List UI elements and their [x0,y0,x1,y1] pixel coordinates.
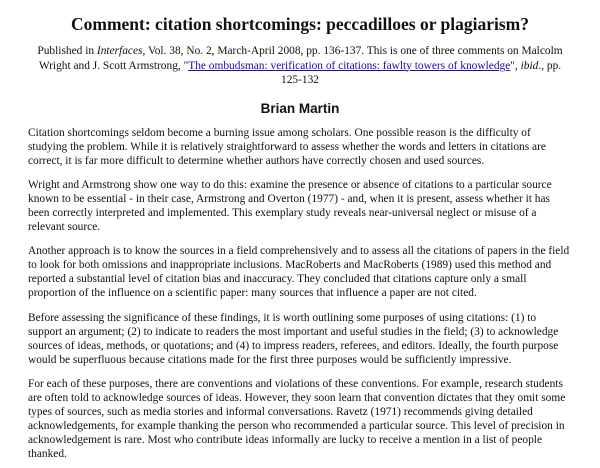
page-title: Comment: citation shortcomings: peccadilloes or plagiarism? [70,14,530,34]
body-paragraph: Wright and Armstrong show one way to do this: examine the presence or absence of citations to a particular source known to be essential - in their case, Armstrong and Overton (1977) - and, when it is present, assess whether it has been correctly interpreted and implemented. This exemplary study reveals near-universal neglect or misuse of a relevant source. [28,178,552,234]
journal-name: Interfaces [96,45,143,57]
source-article-link[interactable]: The ombudsman: verification of citations: fawlty towers of knowledge [188,59,511,72]
body-paragraph: Another approach is to know the sources in a field comprehensively and to assess all the citations of papers in the field to look for both omissions and inappropriate inclusions. MacRoberts and MacRoberts (1989) used this method and reported a substantial level of citation bias and inaccuracy. They concluded that citations capture only a small proportion of the influence on a scientific paper: many sources that influence a paper are not cited. [28,245,570,300]
body-paragraph: Citation shortcomings seldom become a burning issue among scholars. One possible reason is the difficulty of studying the problem. While it is relatively straightforward to assess whether the words and letters in citations are correct, it is far more difficult to determine whether authors have correctly chosen and used sources. [28,126,546,167]
pub-after-link: ", [510,59,521,72]
body-paragraph: For each of these purposes, there are conventions and violations of these conventions. For example, research students are often told to acknowledge sources of ideas. However, they soon learn that convention dictates that they omit some types of sources, such as media stories and informal conversations. Ravetz (1971) recommends giving detailed acknowledgements, for example thanking the person who recommended a particular source. This level of precision in acknowledgement is rare. Most who contribute ideas informally are lucky to receive a mention in a list of people thanked. [28,377,566,461]
publication-info [36,44,564,88]
pub-details: , Vol. 38, No. 2, March-April 2008, pp. 136-137. This is one of three comments on Malcolm Wright and J. Scott Armstrong, " [38,45,563,72]
pub-pages: ., pp. 125-132 [281,59,562,86]
body-paragraph: Before assessing the significance of these findings, it is worth outlining some purposes of using citations: (1) to support an argument; (2) to indicate to readers the most important and useful studies in the field; (3) to acknowledge sources of ideas, methods, or quotations; and (4) to impress readers, referees, and editors. Ideally, the fourth purpose would be superfluous because citations made for the first three purposes would be sufficiently impressive. [28,311,559,366]
pub-prefix: Published in [37,45,97,57]
ibid-label: ibid [520,59,539,72]
document-page [0,13,600,461]
author-name: Brian Martin [260,100,340,116]
